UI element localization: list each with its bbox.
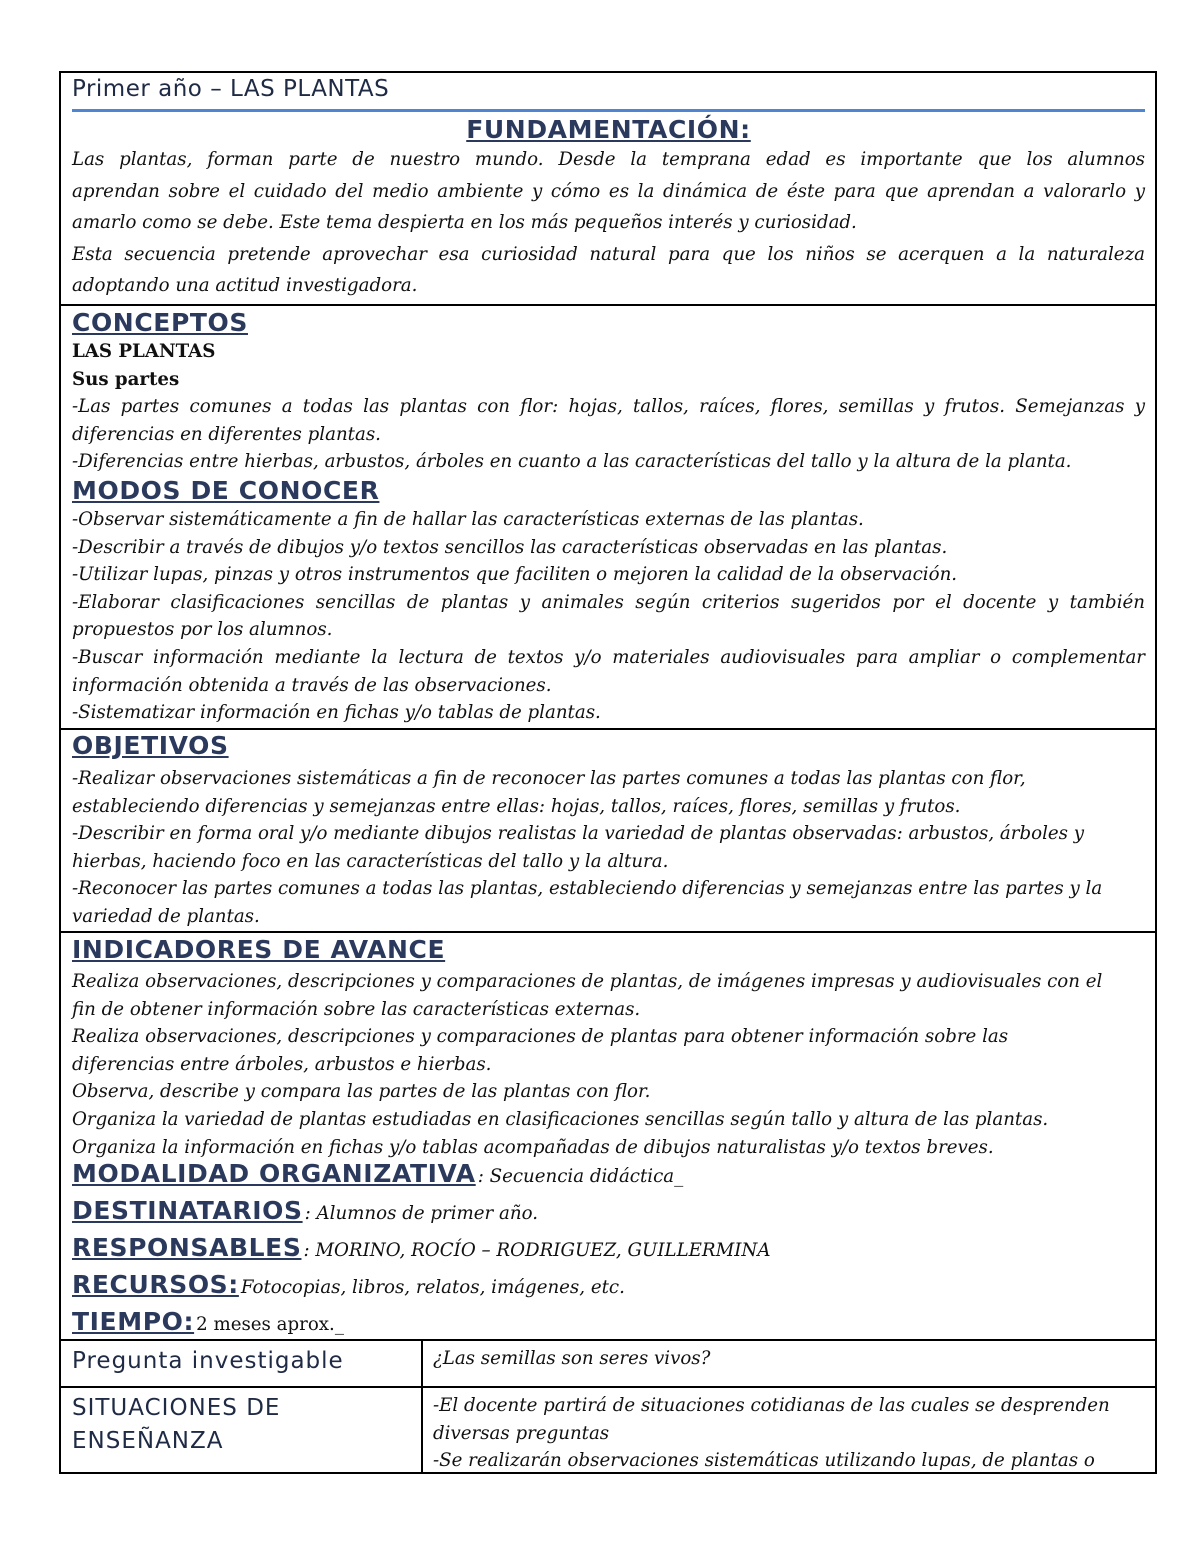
indicadores-heading: INDICADORES DE AVANCE (72, 935, 446, 964)
conceptos-section (59, 304, 1157, 728)
modos-line: -Utilizar lupas, pinzas y otros instrumentos que faciliten o mejoren la calidad de la observación. (72, 564, 958, 586)
conceptos-line: -Diferencias entre hierbas, arbustos, árboles en cuanto a las características del tallo y la altura de la planta. (72, 451, 1072, 473)
modalidad-label: MODALIDAD ORGANIZATIVA (72, 1159, 476, 1189)
objetivos-line: -Realizar observaciones sistemáticas a fin de reconocer las partes comunes a todas las plantas con flor, (72, 768, 1026, 789)
indicadores-section (59, 931, 1157, 1339)
modos-line: -Buscar información mediante la lectura de textos y/o materiales audiovisuales para ampliar o complementar (72, 646, 1145, 668)
situaciones-label-cell (61, 1388, 423, 1474)
destinatarios-value: : Alumnos de primer año. (304, 1203, 538, 1225)
indicadores-line: Realiza observaciones, descripciones y comparaciones de plantas, de imágenes impresas y audiovisuales con el (72, 971, 1103, 992)
situaciones-label: SITUACIONES DE (72, 1395, 281, 1421)
objetivos-line: hierbas, haciendo foco en las características del tallo y la altura. (72, 850, 669, 872)
recursos-label: RECURSOS: (72, 1270, 239, 1300)
conceptos-subtitle: Sus partes (72, 368, 180, 390)
modos-heading: MODOS DE CONOCER (72, 475, 380, 505)
responsables-row (72, 1232, 1145, 1269)
destinatarios-label: DESTINATARIOS (72, 1196, 303, 1226)
fundamentacion-line: adoptando una actitud investigadora. (72, 275, 418, 297)
situaciones-line: -El docente partirá de situaciones cotidianas de las cuales se desprenden (433, 1395, 1110, 1416)
fundamentacion-section (59, 71, 1157, 304)
indicadores-line: Organiza la variedad de plantas estudiadas en clasificaciones sencillas según tallo y altura de las plantas. (72, 1108, 1049, 1130)
objetivos-section (59, 728, 1157, 931)
recursos-value: Fotocopias, libros, relatos, imágenes, etc. (240, 1277, 625, 1299)
responsables-value: : MORINO, ROCÍO – RODRIGUEZ, GUILLERMINA (303, 1240, 771, 1262)
destinatarios-row (72, 1195, 1145, 1232)
pregunta-value: ¿Las semillas son seres vivos? (433, 1348, 711, 1369)
tiempo-value: 2 meses aprox._ (196, 1314, 344, 1336)
modos-line: propuestos por los alumnos. (72, 619, 333, 641)
pregunta-value-cell (423, 1341, 1155, 1388)
modos-line: -Sistematizar información en fichas y/o tablas de plantas. (72, 702, 601, 724)
objetivos-line: -Describir en forma oral y/o mediante dibujos realistas la variedad de plantas observadas: arbustos, árboles y (72, 823, 1085, 845)
situaciones-label: ENSEÑANZA (72, 1428, 224, 1454)
title-rule (72, 109, 1145, 112)
pregunta-label: Pregunta investigable (72, 1348, 344, 1374)
indicadores-line: fin de obtener información sobre las características externas. (72, 998, 641, 1020)
conceptos-heading: CONCEPTOS (72, 308, 248, 337)
document-page (59, 71, 1157, 1474)
indicadores-line: Realiza observaciones, descripciones y comparaciones de plantas para obtener información sobre las (72, 1026, 1009, 1048)
fundamentacion-line: aprendan sobre el cuidado del medio ambiente y cómo es la dinámica de éste para que aprendan a valorarlo y (72, 180, 1145, 202)
conceptos-subtitle: LAS PLANTAS (72, 341, 216, 362)
tiempo-row (72, 1306, 1145, 1343)
pregunta-label-cell (61, 1341, 423, 1388)
situaciones-line: diversas preguntas (433, 1422, 610, 1444)
modos-line: -Elaborar clasificaciones sencillas de plantas y animales según criterios sugeridos por el docente y también (72, 591, 1145, 613)
fundamentacion-line: Las plantas, forman parte de nuestro mundo. Desde la temprana edad es importante que los alumnos (72, 149, 1145, 170)
conceptos-line: diferencias en diferentes plantas. (72, 423, 381, 445)
tiempo-label: TIEMPO: (72, 1307, 195, 1337)
fundamentacion-heading: FUNDAMENTACIÓN: (466, 115, 751, 144)
modalidad-row (72, 1158, 1145, 1195)
fundamentacion-line: Esta secuencia pretende aprovechar esa curiosidad natural para que los niños se acerquen a la naturaleza (72, 243, 1145, 265)
indicadores-line: Observa, describe y compara las partes de las plantas con flor. (72, 1081, 651, 1103)
objetivos-heading: OBJETIVOS (72, 731, 229, 760)
modos-line: información obtenida a través de las observaciones. (72, 674, 552, 696)
recursos-row (72, 1269, 1145, 1306)
page-title: Primer año – LAS PLANTAS (72, 76, 390, 102)
situaciones-line: -Se realizarán observaciones sistemáticas utilizando lupas, de plantas o (433, 1450, 1095, 1472)
indicadores-line: diferencias entre árboles, arbustos e hierbas. (72, 1053, 492, 1075)
situaciones-value-cell (423, 1388, 1155, 1474)
modos-line: -Observar sistemáticamente a fin de hallar las características externas de las plantas. (72, 508, 864, 530)
conceptos-line: -Las partes comunes a todas las plantas con flor: hojas, tallos, raíces, flores, semillas y frutos. Semejanzas y (72, 396, 1145, 418)
objetivos-line: estableciendo diferencias y semejanzas entre ellas: hojas, tallos, raíces, flores, semillas y frutos. (72, 795, 961, 817)
indicadores-line: Organiza la información en fichas y/o tablas acompañadas de dibujos naturalistas y/o textos breves. (72, 1136, 994, 1158)
objetivos-line: variedad de plantas. (72, 905, 260, 927)
modalidad-value: : Secuencia didáctica_ (477, 1166, 684, 1188)
modos-line: -Describir a través de dibujos y/o textos sencillos las características observadas en las plantas. (72, 536, 948, 558)
fundamentacion-line: amarlo como se debe. Este tema despierta en los más pequeños interés y curiosidad. (72, 212, 857, 234)
objetivos-line: -Reconocer las partes comunes a todas las plantas, estableciendo diferencias y semejanzas entre las partes y la (72, 878, 1103, 900)
situaciones-table (59, 1339, 1157, 1474)
responsables-label: RESPONSABLES (72, 1233, 302, 1263)
